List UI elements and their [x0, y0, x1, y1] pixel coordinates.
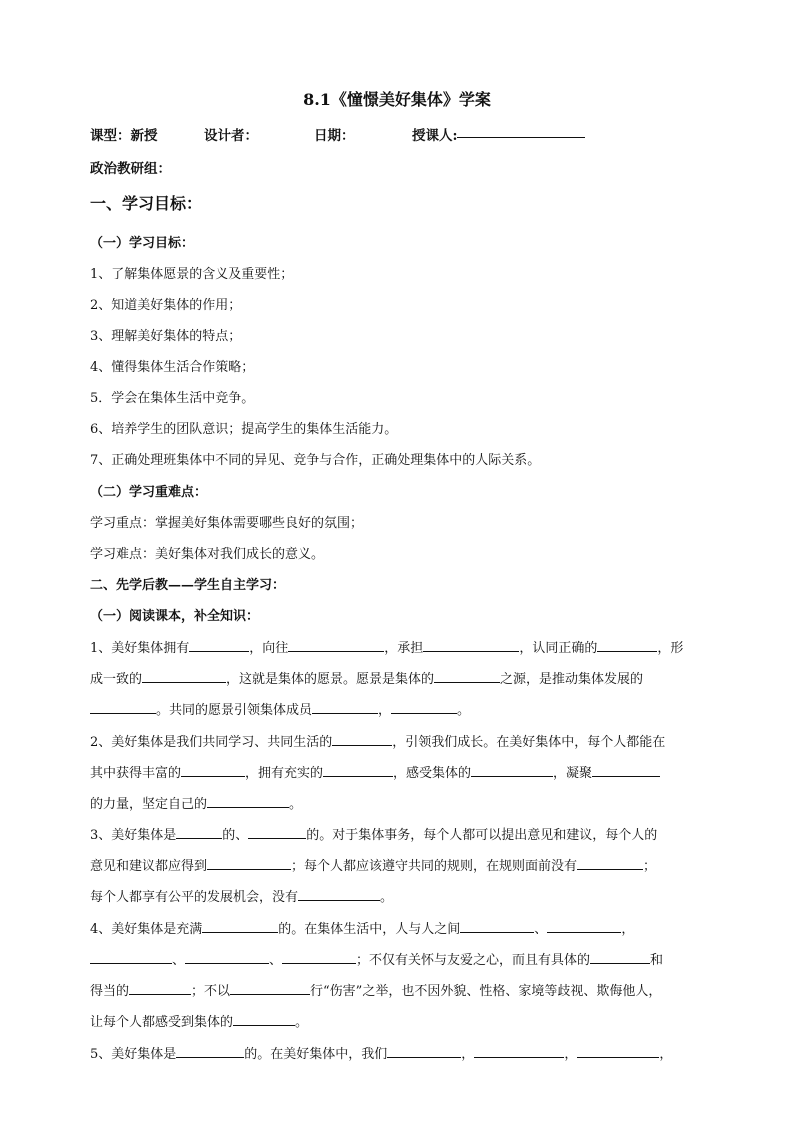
group-label: 政治教研组： [90, 161, 171, 177]
goal-item: 3、理解美好集体的特点； [90, 329, 242, 344]
goal-item: 6、培养学生的团队意识；提高学生的集体生活能力。 [90, 422, 398, 437]
q2-text: ，感受集体的 [393, 766, 472, 781]
fill-blank[interactable] [207, 856, 291, 870]
q2-line3 [90, 793, 706, 812]
q4-text: 、 [534, 922, 548, 937]
course-type: 课型：新授 [90, 128, 158, 144]
fill-blank[interactable] [248, 825, 306, 839]
fill-blank[interactable] [129, 981, 191, 995]
fill-blank[interactable] [233, 1012, 295, 1026]
q3-text: ；每个人都应该遵守共同的规则，在规则面前没有 [291, 859, 578, 874]
q1-text: 。 [457, 703, 471, 718]
q4-text: 和 [650, 953, 664, 968]
goal-item: 4、懂得集体生活合作策略； [90, 360, 255, 375]
fill-blank[interactable] [181, 763, 245, 777]
q1-text: ，这就是集体的愿景。愿景是集体的 [226, 672, 435, 687]
q1-text: ，承担 [384, 641, 424, 656]
q2-text: ，引领我们成长。在美好集体中，每个人都能在 [392, 735, 666, 750]
teacher-label [412, 124, 457, 144]
fill-blank[interactable] [460, 919, 534, 933]
fill-blank[interactable] [592, 763, 660, 777]
q4-line3 [90, 980, 706, 999]
q4-line4 [90, 1011, 706, 1030]
q4-text: 的。在集体生活中，人与人之间 [278, 922, 461, 937]
hard-point: 学习难点：美好集体对我们成长的意义。 [90, 547, 325, 562]
q2-text: ，拥有充实的 [245, 766, 324, 781]
fill-blank[interactable] [474, 1044, 564, 1058]
teacher-label-text: 授课人: [412, 128, 458, 144]
fill-blank[interactable] [577, 856, 643, 870]
fill-blank[interactable] [189, 638, 249, 652]
fill-blank[interactable] [391, 700, 457, 714]
fill-blank[interactable] [434, 669, 500, 683]
fill-blank[interactable] [288, 638, 384, 652]
q4-text: 4、美好集体是充满 [90, 922, 203, 937]
goal-item: 1、了解集体愿景的含义及重要性； [90, 267, 294, 282]
goal-item: 5．学会在集体生活中竞争。 [90, 391, 255, 406]
q3-text: 3、美好集体是 [90, 828, 177, 843]
fill-blank[interactable] [207, 794, 289, 808]
goal-item: 2、知道美好集体的作用； [90, 298, 242, 313]
designer-label: 设计者： [204, 128, 258, 144]
q4-line2 [90, 949, 706, 968]
fill-blank[interactable] [323, 763, 393, 777]
q1-line1 [90, 637, 706, 656]
q3-text: 每个人都享有公平的发展机会，没有 [90, 890, 299, 905]
q4-text: ；不以 [191, 984, 231, 999]
q4-text: 让每个人都感受到集体的 [90, 1015, 234, 1030]
q2-text: 的力量，坚定自己的 [90, 797, 208, 812]
subheading-read: （一）阅读课本，补全知识： [90, 609, 260, 624]
fill-blank[interactable] [282, 950, 356, 964]
q1-text: 1、美好集体拥有 [90, 641, 190, 656]
q3-line2 [90, 855, 706, 874]
q1-line3 [90, 699, 706, 718]
q3-text: 意见和建议都应得到 [90, 859, 208, 874]
q4-text: 。 [295, 1015, 309, 1030]
q4-text: 得当的 [90, 984, 130, 999]
q5-text: 的。在美好集体中，我们 [244, 1047, 388, 1062]
key-point: 学习重点：掌握美好集体需要哪些良好的氛围； [90, 516, 364, 531]
q2-text: 2、美好集体是我们共同学习、共同生活的 [90, 735, 333, 750]
fill-blank[interactable] [202, 919, 278, 933]
q2-text: ，凝聚 [553, 766, 593, 781]
q5-text: ， [659, 1047, 673, 1062]
fill-blank[interactable] [590, 950, 650, 964]
q2-line2 [90, 762, 706, 781]
q1-text: 。共同的愿景引领集体成员 [156, 703, 313, 718]
q5-text: ， [461, 1047, 475, 1062]
section-heading-selfstudy: 二、先学后教——学生自主学习： [90, 578, 286, 593]
q1-text: ，认同正确的 [519, 641, 598, 656]
q2-line1 [90, 731, 706, 750]
q3-text: ； [643, 859, 657, 874]
teacher-blank[interactable] [457, 124, 585, 138]
q5-text: 5、美好集体是 [90, 1047, 177, 1062]
q3-text: 。 [380, 890, 394, 905]
fill-blank[interactable] [547, 919, 621, 933]
q4-text: ；不仅有关怀与友爱之心，而且有具体的 [356, 953, 591, 968]
q1-line2 [90, 668, 706, 687]
date-label: 日期： [314, 128, 355, 144]
fill-blank[interactable] [230, 981, 310, 995]
q3-line1 [90, 824, 706, 843]
fill-blank[interactable] [90, 700, 156, 714]
fill-blank[interactable] [387, 1044, 461, 1058]
q5-line1 [90, 1043, 706, 1062]
q4-text: 、 [269, 953, 283, 968]
fill-blank[interactable] [312, 700, 378, 714]
q4-line1 [90, 918, 706, 937]
q3-text: 的。对于集体事务，每个人都可以提出意见和建议，每个人的 [306, 828, 658, 843]
fill-blank[interactable] [176, 1044, 244, 1058]
q3-text: 的、 [222, 828, 249, 843]
q1-text: 成一致的 [90, 672, 143, 687]
fill-blank[interactable] [142, 669, 226, 683]
subheading-goals: （一）学习目标： [90, 236, 195, 251]
fill-blank[interactable] [597, 638, 657, 652]
q4-text: 行“伤害”之举，也不因外貌、性格、家境等歧视、欺侮他人， [310, 984, 662, 999]
fill-blank[interactable] [185, 950, 269, 964]
q2-text: 其中获得丰富的 [90, 766, 182, 781]
fill-blank[interactable] [90, 950, 172, 964]
fill-blank[interactable] [176, 825, 222, 839]
q3-line3 [90, 886, 706, 905]
fill-blank[interactable] [332, 732, 392, 746]
q1-text: 之源，是推动集体发展的 [500, 672, 644, 687]
fill-blank[interactable] [423, 638, 519, 652]
fill-blank[interactable] [298, 887, 380, 901]
document-title: 8.1《憧憬美好集体》学案 [303, 90, 491, 109]
q5-text: ， [564, 1047, 578, 1062]
fill-blank[interactable] [577, 1044, 659, 1058]
subheading-key-points: （二）学习重难点： [90, 485, 208, 500]
section-heading-goals: 一、学习目标： [90, 194, 203, 213]
q1-text: ，向往 [249, 641, 289, 656]
q1-text: ，形 [657, 641, 684, 656]
fill-blank[interactable] [471, 763, 553, 777]
q4-text: ， [621, 922, 635, 937]
q2-text: 。 [289, 797, 303, 812]
goal-item: 7、正确处理班集体中不同的异见、竞争与合作，正确处理集体中的人际关系。 [90, 453, 541, 468]
q4-text: 、 [172, 953, 186, 968]
q1-text: ， [378, 703, 392, 718]
